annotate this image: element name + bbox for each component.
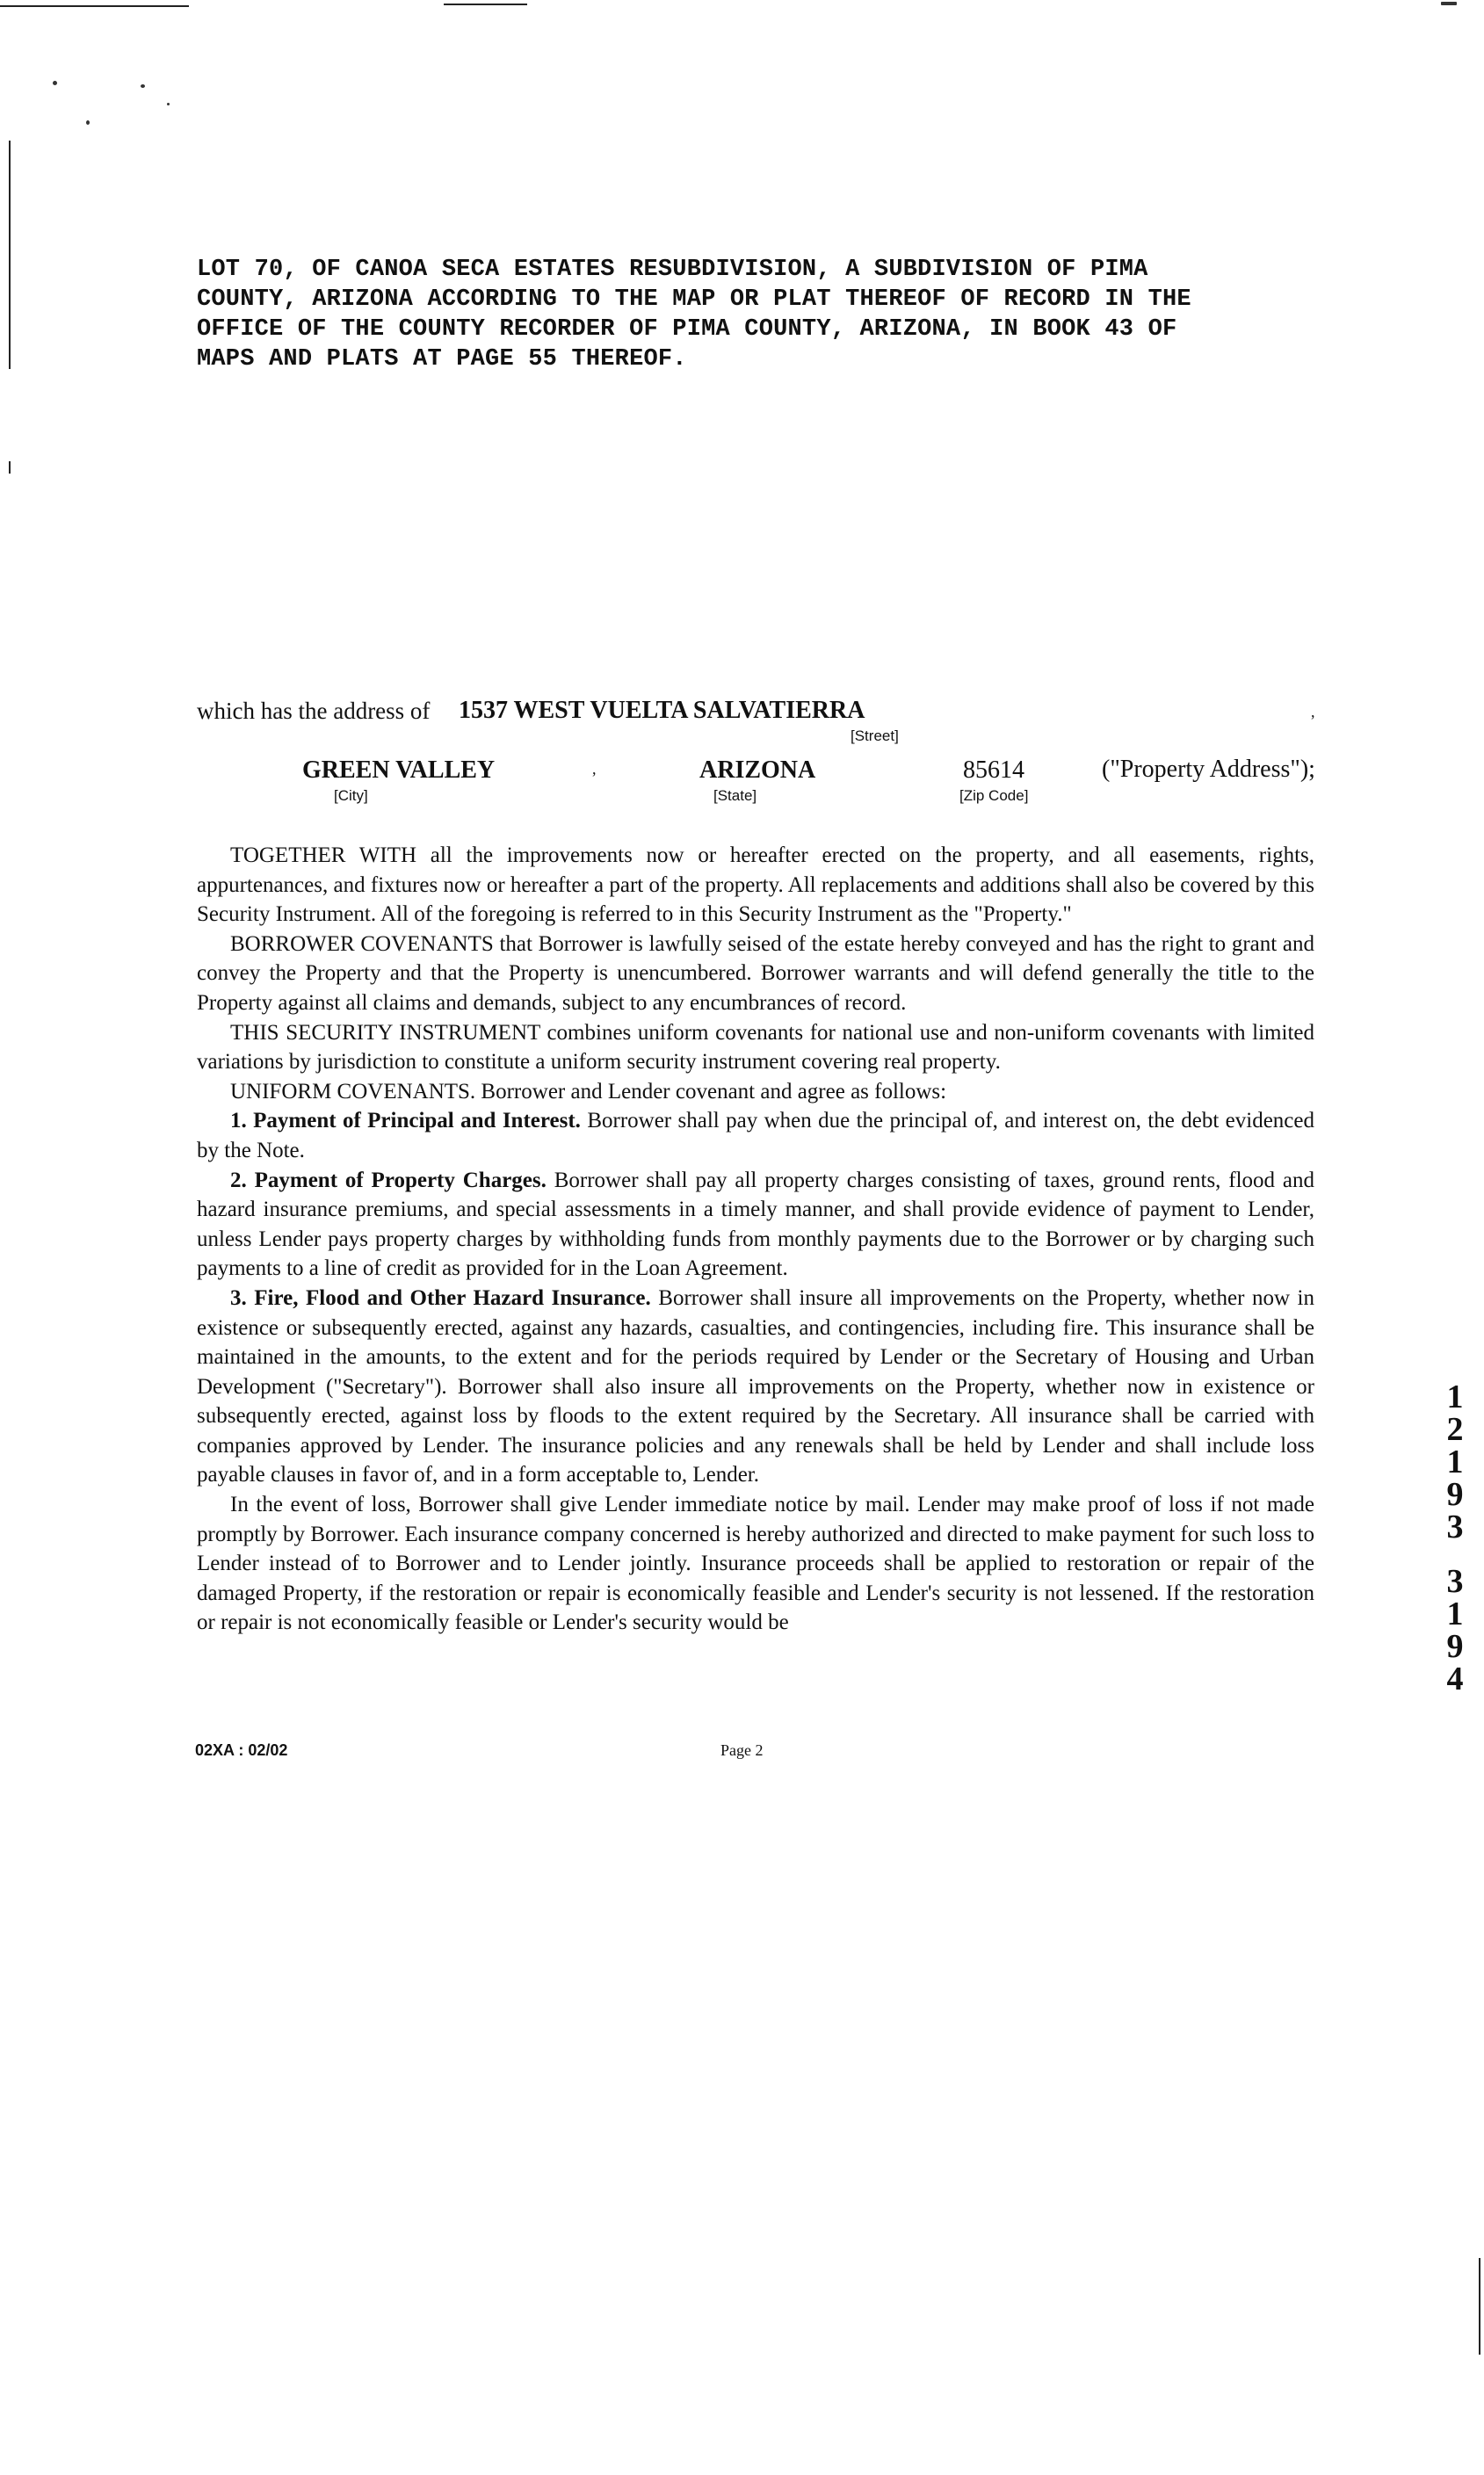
stamp-digit: 2 — [1446, 1411, 1464, 1448]
state-value: ARIZONA — [699, 756, 816, 784]
state-caption: [State] — [713, 787, 757, 804]
covenant-2-paragraph — [197, 1166, 1314, 1284]
property-address-label: ("Property Address"); — [1102, 756, 1315, 783]
stamp-digit: 9 — [1446, 1476, 1464, 1513]
scan-edge-line — [444, 4, 527, 5]
form-code: 02XA : 02/02 — [195, 1741, 288, 1759]
scan-edge-line — [0, 5, 189, 7]
scan-edge-line — [1479, 2258, 1480, 2355]
stamp-digit: 1 — [1446, 1596, 1464, 1632]
covenant-3-text: Borrower shall insure all improvements on the Property, whether now in existence or subsequently erected, against any hazards, casualties, and contingencies, including fire. This insurance shall be maintained in the amounts, to the extent and for the periods required by Lender or the Secretary of Housing and Urban Development ("Secretary"). Borrower shall also insure all improvements on the Property, whether now in existence or subsequently erected, against loss by floods to the extent required by the Secretary. All insurance shall be carried with companies approved by Lender. The insurance policies and any renewals shall be held by Lender and shall include loss payable clauses in favor of, and in a form acceptable to, Lender. — [197, 1285, 1314, 1487]
covenant-2-title: 2. Payment of Property Charges. — [230, 1168, 547, 1192]
recording-stamp-group-1 — [1439, 1381, 1471, 1544]
scan-edge-line — [9, 461, 11, 474]
covenant-1-title: 1. Payment of Principal and Interest. — [230, 1109, 581, 1133]
deed-body — [197, 841, 1314, 1638]
covenant-3-title: 3. Fire, Flood and Other Hazard Insurance. — [230, 1285, 651, 1310]
city-caption: [City] — [334, 787, 368, 804]
stamp-digit: 3 — [1446, 1563, 1464, 1600]
city-separator: , — [592, 760, 597, 778]
street-line-end-mark: , — [1311, 703, 1315, 720]
scan-speck — [1441, 2, 1457, 5]
street-caption: [Street] — [851, 727, 899, 744]
covenant-2-text: Borrower shall pay all property charges consisting of taxes, ground rents, flood and hazard insurance premiums, and special assessments in a timely manner, and shall provide evidence of payment to Lender, unless Lender pays property charges by withholding funds from monthly payments due to the Borrower or by charging such payments to a line of credit as provided for in the Loan Agreement. — [197, 1168, 1314, 1281]
legal-description: LOT 70, OF CANOA SECA ESTATES RESUBDIVISION, A SUBDIVISION OF PIMA COUNTY, ARIZONA ACCORDING TO THE MAP OR PLAT THEREOF OF RECORD IN THE OFFICE OF THE COUNTY RECORDER OF PIMA COUNTY, ARIZONA, IN BOOK 43 OF MAPS AND PLATS AT PAGE 55 THEREOF. — [197, 257, 1191, 373]
scan-speck — [167, 103, 170, 105]
stamp-digit: 9 — [1446, 1628, 1464, 1665]
scan-speck — [86, 120, 90, 125]
together-with-paragraph: TOGETHER WITH all the improvements now or hereafter erected on the property, and all easements, rights, appurtenances, and fixtures now or hereafter a part of the property. All replacements and additions shall also be covered by this Security Instrument. All of the foregoing is referred to in this Security Instrument as the "Property." — [197, 843, 1314, 927]
scan-edge-line — [9, 141, 11, 369]
street-address: 1537 WEST VUELTA SALVATIERRA — [459, 697, 865, 724]
city-value: GREEN VALLEY — [302, 756, 496, 784]
uniform-covenants-paragraph: UNIFORM COVENANTS. Borrower and Lender covenant and agree as follows: — [230, 1079, 947, 1104]
stamp-digit: 1 — [1446, 1379, 1464, 1415]
scan-speck — [141, 84, 145, 88]
recording-stamp-group-2 — [1439, 1563, 1471, 1697]
loss-event-paragraph: In the event of loss, Borrower shall give Lender immediate notice by mail. Lender may make proof of loss if not made promptly by Borrower. Each insurance company concerned is hereby authorized and directed to make payment for such loss to Lender instead of to Borrower and to Lender jointly. Insurance proceeds shall be applied to restoration or repair of the damaged Property, if the restoration or repair is economically feasible and Lender's security is not lessened. If the restoration or repair is not economically feasible or Lender's security would be — [197, 1493, 1314, 1635]
page-number: Page 2 — [720, 1741, 764, 1759]
zip-value: 85614 — [963, 756, 1024, 784]
zip-caption: [Zip Code] — [959, 787, 1029, 804]
stamp-digit: 1 — [1446, 1444, 1464, 1480]
security-instrument-paragraph: THIS SECURITY INSTRUMENT combines uniform covenants for national use and non-uniform covenants with limited variations by jurisdiction to constitute a uniform security instrument covering real property. — [197, 1020, 1314, 1075]
covenant-3-paragraph — [197, 1284, 1314, 1490]
address-intro: which has the address of — [197, 698, 431, 724]
stamp-digit: 3 — [1446, 1509, 1464, 1545]
covenant-1-paragraph — [197, 1106, 1314, 1165]
covenant-1-text: Borrower shall pay when due the principal of, and interest on, the debt evidenced by the Note. — [197, 1109, 1314, 1162]
borrower-covenants-paragraph: BORROWER COVENANTS that Borrower is lawfully seised of the estate hereby conveyed and has the right to grant and convey the Property and that the Property is unencumbered. Borrower warrants and will defend generally the title to the Property against all claims and demands, subject to any encumbrances of record. — [197, 931, 1314, 1015]
scan-speck — [53, 81, 57, 85]
stamp-digit: 4 — [1446, 1661, 1464, 1697]
